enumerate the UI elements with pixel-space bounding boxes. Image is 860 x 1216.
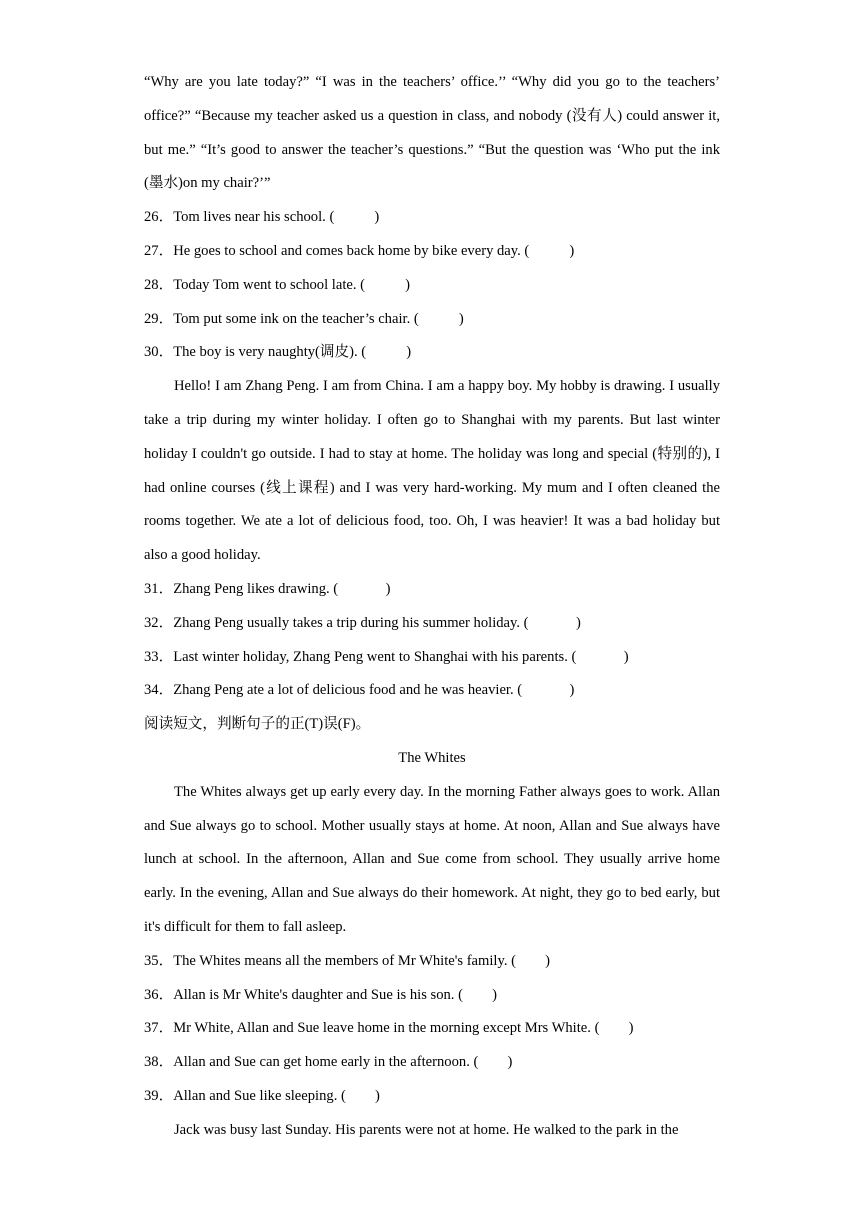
question-35 xyxy=(144,945,720,979)
question-number: 26． xyxy=(144,209,174,226)
document-content xyxy=(144,66,720,1148)
question-32 xyxy=(144,607,720,641)
question-text: Tom put some ink on the teacher’s chair. ( ) xyxy=(173,310,464,327)
question-36 xyxy=(144,979,720,1013)
question-39 xyxy=(144,1080,720,1114)
question-31 xyxy=(144,573,720,607)
question-number: 37． xyxy=(144,1020,174,1037)
question-number: 31． xyxy=(144,580,174,597)
question-text: Allan and Sue can get home early in the afternoon. ( ) xyxy=(173,1054,513,1071)
question-number: 29． xyxy=(144,310,174,327)
question-38 xyxy=(144,1046,720,1080)
question-text: Mr White, Allan and Sue leave home in the morning except Mrs White. ( ) xyxy=(173,1020,634,1037)
question-number: 36． xyxy=(144,986,174,1003)
question-text: He goes to school and comes back home by bike every day. ( ) xyxy=(173,242,575,259)
passage-1: “Why are you late today?” “I was in the teachers’ office.’’ “Why did you go to the teachers’ office?” “Because my teacher asked us a question in class, and nobody (没有人) could answer it, but me.” “It’s good to answer the teacher’s questions.” “But the question was ‘Who put the ink (墨水)on my chair?’” xyxy=(144,74,720,192)
question-text: The boy is very naughty(调皮). ( ) xyxy=(173,344,412,361)
passage-3: The Whites always get up early every day. In the morning Father always goes to work. Allan and Sue always go to school. Mother usually stays at home. At noon, Allan and Sue always have lunch at school. In the afternoon, Allan and Sue come from school. They usually arrive home early. In the evening, Allan and Sue always do their homework. At night, they go to bed early, but it's difficult for them to fall asleep. xyxy=(144,783,720,935)
question-number: 39． xyxy=(144,1087,174,1104)
question-text: Last winter holiday, Zhang Peng went to Shanghai with his parents. ( ) xyxy=(173,648,629,665)
question-number: 28． xyxy=(144,276,174,293)
passage-4: Jack was busy last Sunday. His parents were not at home. He walked to the park in the xyxy=(174,1121,679,1138)
question-number: 30． xyxy=(144,344,174,361)
question-30 xyxy=(144,336,720,370)
question-28 xyxy=(144,269,720,303)
question-text: Zhang Peng ate a lot of delicious food and he was heavier. ( ) xyxy=(173,682,575,699)
question-text: Zhang Peng likes drawing. ( ) xyxy=(173,580,391,597)
question-number: 33． xyxy=(144,648,174,665)
question-number: 35． xyxy=(144,952,174,969)
questions-group-2 xyxy=(144,573,720,708)
question-number: 38． xyxy=(144,1054,174,1071)
passage-3-title: The Whites xyxy=(398,749,466,766)
question-text: The Whites means all the members of Mr White's family. ( ) xyxy=(173,952,551,969)
question-text: Tom lives near his school. ( ) xyxy=(173,209,380,226)
question-text: Allan and Sue like sleeping. ( ) xyxy=(173,1087,380,1104)
question-33 xyxy=(144,641,720,675)
questions-group-3 xyxy=(144,945,720,1114)
question-number: 32． xyxy=(144,614,174,631)
instruction-text: 阅读短文，判断句子的正(T)误(F)。 xyxy=(144,716,371,733)
question-34 xyxy=(144,674,720,708)
questions-group-1 xyxy=(144,201,720,370)
question-text: Zhang Peng usually takes a trip during his summer holiday. ( ) xyxy=(173,614,581,631)
question-37 xyxy=(144,1012,720,1046)
question-26 xyxy=(144,201,720,235)
question-number: 34． xyxy=(144,682,174,699)
question-number: 27． xyxy=(144,242,174,259)
passage-2: Hello! I am Zhang Peng. I am from China. I am a happy boy. My hobby is drawing. I usually take a trip during my winter holiday. I often go to Shanghai with my parents. But last winter holiday I couldn't go outside. I had to stay at home. The holiday was long and special (特别的), I had online courses (线上课程) and I was very hard-working. My mum and I often cleaned the rooms together. We ate a lot of delicious food, too. Oh, I was heavier! It was a bad holiday but also a good holiday. xyxy=(144,378,720,564)
question-29 xyxy=(144,303,720,337)
question-text: Allan is Mr White's daughter and Sue is his son. ( ) xyxy=(173,986,497,1003)
question-text: Today Tom went to school late. ( ) xyxy=(173,276,411,293)
question-27 xyxy=(144,235,720,269)
